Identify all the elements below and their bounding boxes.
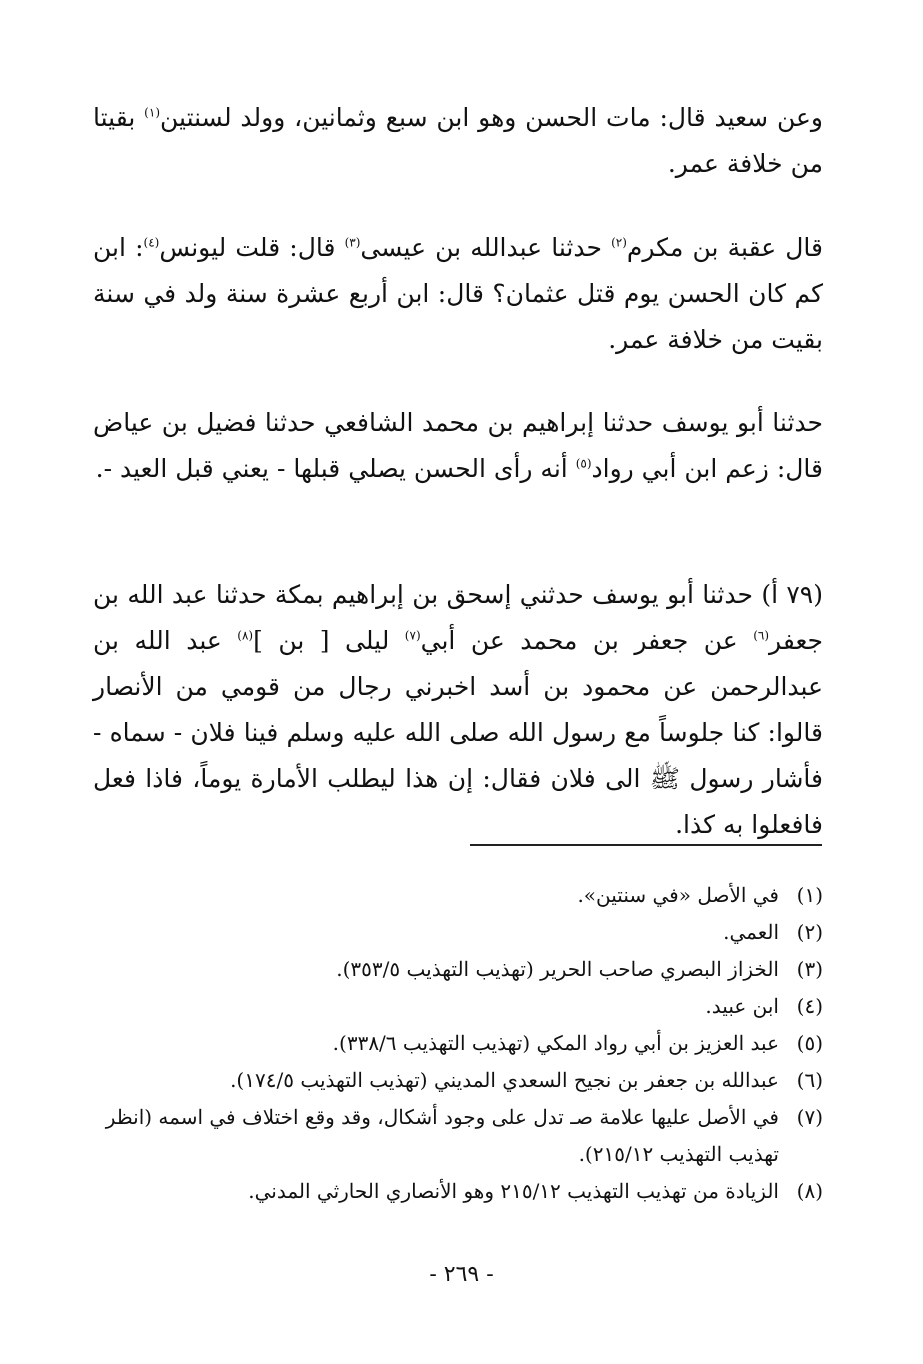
page-number: - ٢٦٩ - [429, 1262, 494, 1287]
footnote-reference: (٣) [344, 235, 361, 250]
footnotes-list [93, 877, 823, 1210]
paragraph-text: حدثنا أبو يوسف حدثنا إبراهيم بن محمد الشافعي حدثنا فضيل بن عياض قال: زعم ابن أبي رواد [93, 408, 823, 483]
paragraph-text: عبد الله بن عبدالرحمن عن محمود بن أسد اخبرني رجال من قومي من الأنصار قالوا: كنا جلوساً مع رسول الله صلى الله عليه وسلم فينا فلان - سماه - فأشار رسول ﷺ الى فلان فقال: إن هذا ليطلب الأمارة يوماً، فاذا فعل فافعلوا به كذا. [93, 626, 823, 839]
paragraph-text: : ابن كم كان الحسن يوم قتل عثمان؟ قال: ابن أربع عشرة سنة ولد في سنة بقيت من خلافة عمر. [93, 233, 823, 354]
footnote-text: في الأصل «في سنتين». [577, 883, 779, 907]
footnote-1 [93, 877, 823, 914]
footnote-8 [93, 1173, 823, 1210]
footnote-6 [93, 1062, 823, 1099]
footnote-text: عبدالله بن جعفر بن نجيح السعدي المديني (تهذيب التهذيب ١٧٤/٥). [230, 1068, 779, 1092]
footnote-text: عبد العزيز بن أبي رواد المكي (تهذيب التهذيب ٣٣٨/٦). [332, 1031, 779, 1055]
paragraph-text: قال: قلت ليونس [159, 233, 345, 262]
footnote-text: الزيادة من تهذيب التهذيب ٢١٥/١٢ وهو الأنصاري الحارثي المدني. [248, 1179, 779, 1203]
footnote-text: الخزاز البصري صاحب الحرير (تهذيب التهذيب ٣٥٣/٥). [336, 957, 779, 981]
footnote-reference: (٤) [143, 235, 160, 250]
footnote-2 [93, 914, 823, 951]
footnote-text: ابن عبيد. [705, 994, 779, 1018]
paragraph-3 [93, 400, 823, 492]
footnote-number: (٧) [796, 1105, 823, 1129]
footnote-reference: (١) [144, 105, 160, 120]
paragraph-text: بقيتا من خلافة عمر. [93, 103, 823, 178]
footnote-3 [93, 951, 823, 988]
footnote-reference: (٢) [611, 235, 627, 250]
footnote-number: (٣) [796, 957, 823, 981]
footnote-reference: (٥) [575, 456, 592, 471]
footnote-reference: (٦) [753, 628, 770, 643]
footnote-reference: (٧) [404, 628, 421, 643]
footnote-4 [93, 988, 823, 1025]
footnote-text: العمي. [723, 920, 779, 944]
footnote-reference: (٨) [237, 628, 254, 643]
footnote-number: (٨) [796, 1179, 823, 1203]
footnote-number: (٦) [796, 1068, 823, 1092]
paragraph-text: عن جعفر بن محمد عن أبي [420, 626, 754, 655]
paragraph-2 [93, 225, 823, 363]
footnote-number: (١) [796, 883, 823, 907]
footnote-7 [93, 1099, 823, 1173]
footnote-5 [93, 1025, 823, 1062]
paragraph-text: قال عقبة بن مكرم [626, 233, 823, 262]
footnote-number: (٥) [796, 1031, 823, 1055]
paragraph-text: ليلى [ بن ] [253, 626, 405, 655]
paragraph-4 [93, 572, 823, 848]
paragraph-text: (٧٩ أ) حدثنا أبو يوسف حدثني إسحق بن إبراهيم بمكة حدثنا عبد الله بن جعفر [93, 580, 823, 655]
paragraph-text: وعن سعيد قال: مات الحسن وهو ابن سبع وثمانين، وولد لسنتين [160, 103, 824, 132]
footnote-text: في الأصل عليها علامة صـ تدل على وجود أشكال، وقد وقع اختلاف في اسمه (انظر تهذيب التهذيب ٢١٥/١٢). [105, 1105, 779, 1166]
paragraph-1 [93, 95, 823, 187]
paragraph-text: حدثنا عبدالله بن عيسى [360, 233, 612, 262]
footnote-separator [470, 844, 822, 846]
footnote-number: (٢) [796, 920, 823, 944]
footnote-number: (٤) [796, 994, 823, 1018]
paragraph-text: أنه رأى الحسن يصلي قبلها - يعني قبل العيد -. [95, 454, 576, 483]
